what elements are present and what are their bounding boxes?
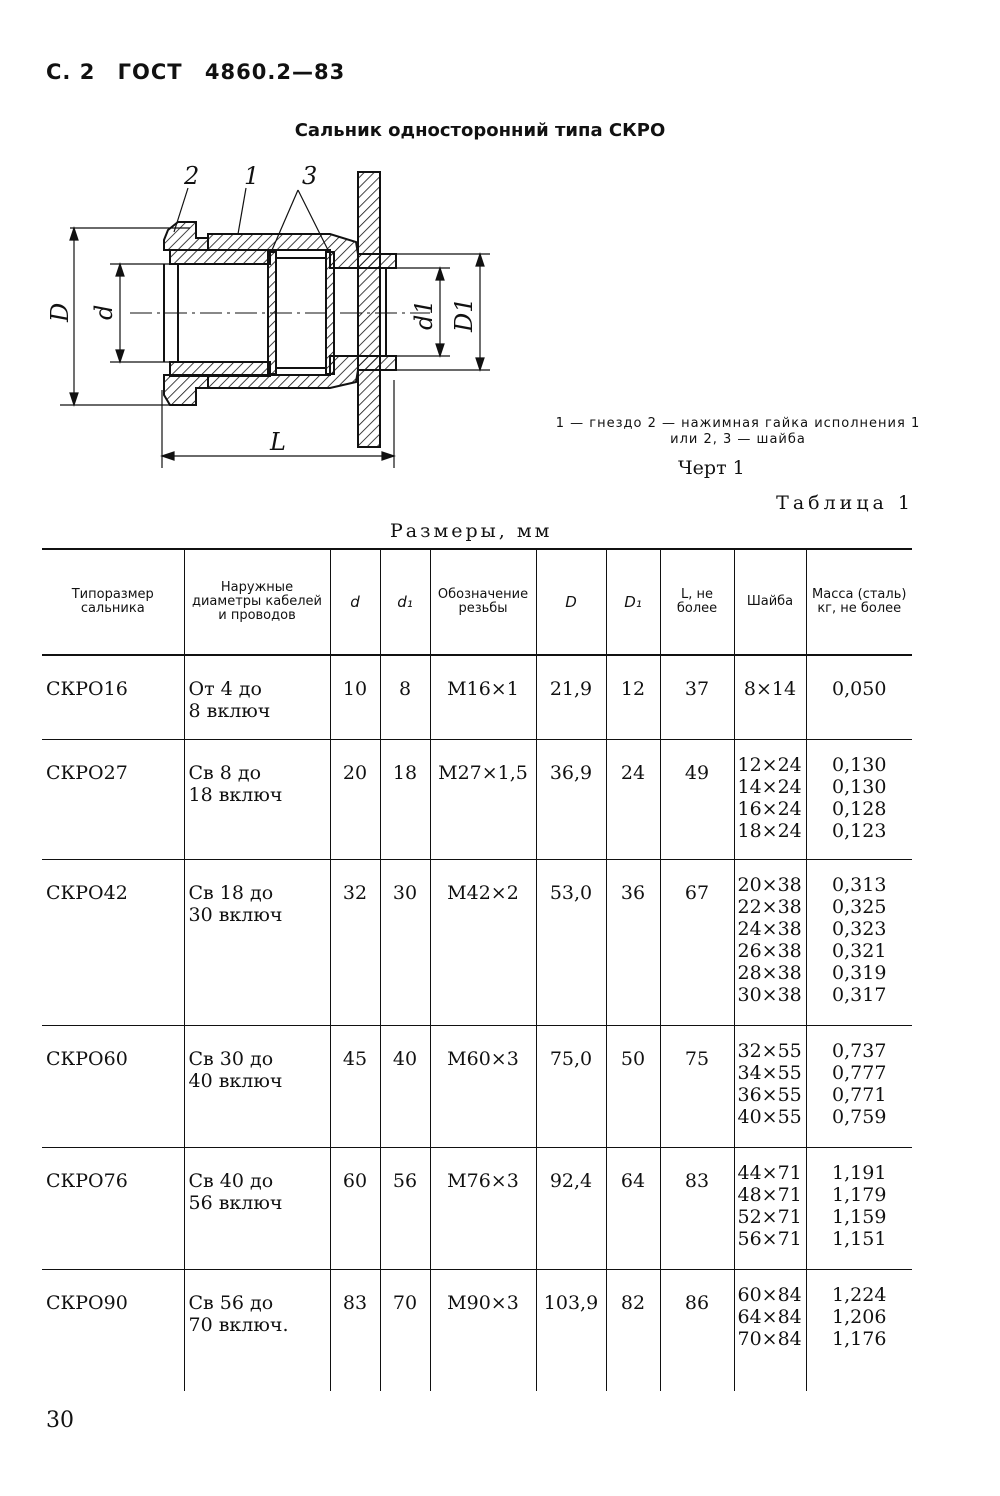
cell-type: СКРО27	[42, 739, 184, 859]
figure-caption: Черт 1	[678, 457, 745, 479]
mass-value: 1,224	[832, 1283, 887, 1306]
cell-d1: 56	[380, 1147, 430, 1269]
cell-d1: 40	[380, 1025, 430, 1147]
washer-size: 16×24	[737, 797, 802, 820]
mass-value: 0,050	[832, 678, 887, 700]
cell-type: СКРО16	[42, 655, 184, 739]
mass-value: 1,159	[832, 1205, 887, 1228]
cell-d1: 70	[380, 1269, 430, 1391]
col-header-washer: Шайба	[734, 549, 806, 655]
mass-value: 0,319	[832, 961, 887, 984]
mass-value: 0,759	[832, 1105, 887, 1128]
cell-masses	[806, 739, 912, 859]
washer-size: 44×71	[737, 1161, 802, 1184]
cell-d: 45	[330, 1025, 380, 1147]
cell-masses	[806, 1147, 912, 1269]
col-header-d1: d₁	[380, 549, 430, 655]
col-header-D: D	[536, 549, 606, 655]
table-row	[42, 655, 912, 739]
washer-size: 28×38	[737, 961, 802, 984]
mass-value: 0,737	[832, 1039, 887, 1062]
table-row	[42, 859, 912, 1025]
page-header	[46, 60, 359, 84]
cell-diameter: Св 18 до 30 включ	[184, 859, 330, 1025]
cell-d: 10	[330, 655, 380, 739]
cell-D: 103,9	[536, 1269, 606, 1391]
cell-masses	[806, 859, 912, 1025]
mass-value: 0,321	[832, 939, 887, 962]
dim-label-d1: d1	[410, 299, 438, 330]
cell-D1: 12	[606, 655, 660, 739]
washer-size: 18×24	[737, 819, 802, 842]
mass-value: 0,313	[832, 873, 887, 896]
col-header-mass: Масса (сталь) кг, не более	[806, 549, 912, 655]
cell-diameter: Св 8 до 18 включ	[184, 739, 330, 859]
table-caption: Размеры, мм	[390, 520, 553, 542]
cell-type: СКРО90	[42, 1269, 184, 1391]
mass-value: 1,151	[832, 1227, 887, 1250]
cell-D1: 24	[606, 739, 660, 859]
nut-top	[164, 222, 208, 250]
mass-value: 0,317	[832, 983, 887, 1006]
washer-size: 56×71	[737, 1227, 802, 1250]
washer-size: 30×38	[737, 983, 802, 1006]
cell-D: 53,0	[536, 859, 606, 1025]
cell-d1: 18	[380, 739, 430, 859]
cell-L: 49	[660, 739, 734, 859]
mass-value: 0,325	[832, 895, 887, 918]
cell-type: СКРО42	[42, 859, 184, 1025]
col-header-L: L, не более	[660, 549, 734, 655]
washer-size: 24×38	[737, 917, 802, 940]
washer-size: 34×55	[737, 1061, 802, 1084]
table-row	[42, 1269, 912, 1391]
cell-D1: 36	[606, 859, 660, 1025]
cell-D1: 64	[606, 1147, 660, 1269]
washer-size: 26×38	[737, 939, 802, 962]
callout-3: 3	[302, 162, 318, 190]
washer-size: 36×55	[737, 1083, 802, 1106]
cell-washers	[734, 1025, 806, 1147]
cell-D: 21,9	[536, 655, 606, 739]
standard-number: 4860.2—83	[204, 60, 346, 84]
washer-size: 20×38	[737, 873, 802, 896]
mass-value: 0,130	[832, 753, 887, 776]
page-ref: С. 2	[46, 60, 96, 84]
cell-thread: М60×3	[430, 1025, 536, 1147]
cell-d: 32	[330, 859, 380, 1025]
cell-L: 86	[660, 1269, 734, 1391]
drawing-title: Сальник односторонний типа СКРО	[294, 120, 666, 141]
washer-size: 64×84	[737, 1305, 802, 1328]
cell-type: СКРО60	[42, 1025, 184, 1147]
table-number: Таблица 1	[776, 492, 914, 514]
col-header-type: Типоразмер сальника	[42, 549, 184, 655]
cell-thread: М42×2	[430, 859, 536, 1025]
washer-size: 8×14	[743, 678, 797, 700]
cell-type: СКРО76	[42, 1147, 184, 1269]
dim-label-L: L	[270, 428, 286, 456]
col-header-D1: D₁	[606, 549, 660, 655]
dimensions-table	[42, 548, 912, 1391]
mass-value: 0,128	[832, 797, 887, 820]
mass-value: 1,206	[832, 1305, 887, 1328]
cell-D1: 82	[606, 1269, 660, 1391]
col-header-d: d	[330, 549, 380, 655]
dim-label-d: d	[90, 304, 118, 320]
dim-label-D1: D1	[450, 297, 478, 332]
cell-thread: М27×1,5	[430, 739, 536, 859]
cell-diameter: Св 40 до 56 включ	[184, 1147, 330, 1269]
cell-thread: М90×3	[430, 1269, 536, 1391]
cell-D1: 50	[606, 1025, 660, 1147]
cell-D: 92,4	[536, 1147, 606, 1269]
cell-diameter: Св 30 до 40 включ	[184, 1025, 330, 1147]
cell-masses	[806, 655, 912, 739]
cell-d: 83	[330, 1269, 380, 1391]
table-header-row	[42, 549, 912, 655]
washer-size: 32×55	[737, 1039, 802, 1062]
mass-value: 0,123	[832, 819, 887, 842]
page-number: 30	[46, 1408, 74, 1433]
washer-size: 60×84	[737, 1283, 802, 1306]
cell-washers	[734, 1269, 806, 1391]
washer-size: 70×84	[737, 1327, 802, 1350]
washer-size: 40×55	[737, 1105, 802, 1128]
cell-D: 75,0	[536, 1025, 606, 1147]
cell-d1: 30	[380, 859, 430, 1025]
cell-d: 60	[330, 1147, 380, 1269]
mass-value: 1,176	[832, 1327, 887, 1350]
table-row	[42, 1025, 912, 1147]
washer-size: 48×71	[737, 1183, 802, 1206]
gland-drawing	[0, 150, 560, 480]
cell-washers	[734, 739, 806, 859]
mass-value: 1,179	[832, 1183, 887, 1206]
table-row	[42, 1147, 912, 1269]
cell-L: 75	[660, 1025, 734, 1147]
drawing-legend: 1 — гнездо 2 — нажимная гайка исполнения 1 или 2, 3 — шайба	[555, 416, 921, 447]
mass-value: 0,771	[832, 1083, 887, 1106]
mass-value: 0,323	[832, 917, 887, 940]
callout-2: 2	[184, 162, 200, 190]
washer-size: 14×24	[737, 775, 802, 798]
mass-value: 0,130	[832, 775, 887, 798]
nut-bottom	[164, 375, 208, 405]
cell-L: 83	[660, 1147, 734, 1269]
cell-thread: М16×1	[430, 655, 536, 739]
cell-diameter: От 4 до 8 включ	[184, 655, 330, 739]
cell-L: 67	[660, 859, 734, 1025]
cell-d: 20	[330, 739, 380, 859]
washer-size: 22×38	[737, 895, 802, 918]
mass-value: 1,191	[832, 1161, 887, 1184]
cell-L: 37	[660, 655, 734, 739]
cell-d1: 8	[380, 655, 430, 739]
mass-value: 0,777	[832, 1061, 887, 1084]
cell-masses	[806, 1269, 912, 1391]
cell-masses	[806, 1025, 912, 1147]
cell-diameter: Св 56 до 70 включ.	[184, 1269, 330, 1391]
col-header-diam: Наружные диаметры кабелей и проводов	[184, 549, 330, 655]
cell-washers	[734, 859, 806, 1025]
washer-size: 12×24	[737, 753, 802, 776]
wall-plate	[358, 172, 380, 447]
col-header-thread: Обозначение резьбы	[430, 549, 536, 655]
cell-washers	[734, 1147, 806, 1269]
cell-washers	[734, 655, 806, 739]
cell-D: 36,9	[536, 739, 606, 859]
dim-label-D: D	[46, 302, 74, 322]
cell-thread: М76×3	[430, 1147, 536, 1269]
washer-size: 52×71	[737, 1205, 802, 1228]
table-row	[42, 739, 912, 859]
callout-1: 1	[244, 162, 260, 190]
standard-label: ГОСТ	[117, 60, 183, 84]
